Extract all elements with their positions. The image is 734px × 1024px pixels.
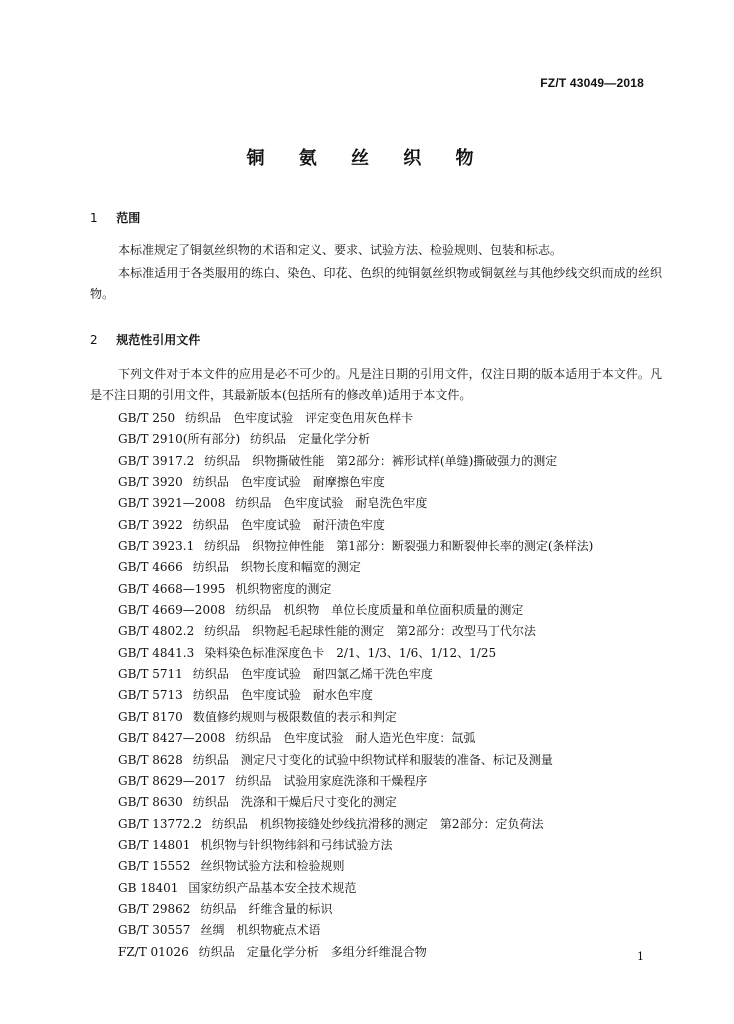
section-2-number: 2 <box>90 333 98 347</box>
section-1-paragraph-2: 本标准适用于各类服用的练白、染色、印花、色织的纯铜氨丝织物或铜氨丝与其他纱线交织而成的丝织物。 <box>90 266 662 301</box>
reference-code: GB/T 3922 <box>118 517 183 532</box>
reference-code: GB/T 8629—2017 <box>118 773 226 788</box>
reference-title: 纺织品 织物拉伸性能 第1部分：断裂强力和断裂伸长率的测定(条样法) <box>204 539 594 554</box>
reference-item <box>118 707 678 728</box>
section-2-title: 规范性引用文件 <box>116 333 201 347</box>
standard-code: FZ/T 43049—2018 <box>540 76 644 90</box>
section-1-number: 1 <box>90 211 98 225</box>
reference-title: 纺织品 色牢度试验 耐皂洗色牢度 <box>235 496 428 511</box>
reference-code: GB/T 3920 <box>118 475 183 490</box>
reference-code: GB/T 3917.2 <box>118 453 195 468</box>
reference-code: GB/T 30557 <box>118 923 191 938</box>
reference-code: GB/T 14801 <box>118 837 191 852</box>
reference-item <box>118 493 678 514</box>
reference-code: GB/T 2910(所有部分) <box>118 432 241 447</box>
reference-title: 机织物密度的测定 <box>235 581 332 596</box>
section-1-title: 范围 <box>116 211 141 225</box>
reference-code: GB 18401 <box>118 880 179 895</box>
reference-item <box>118 942 678 963</box>
reference-item <box>118 472 678 493</box>
reference-title: 纺织品 定量化学分析 <box>250 432 371 447</box>
reference-title: 纺织品 定量化学分析 多组分纤维混合物 <box>198 944 427 959</box>
reference-item <box>118 685 678 706</box>
reference-item <box>118 643 678 664</box>
reference-item <box>118 536 678 557</box>
reference-code: GB/T 5713 <box>118 688 183 703</box>
reference-item <box>118 429 678 450</box>
reference-item <box>118 515 678 536</box>
reference-item <box>118 920 678 941</box>
reference-code: GB/T 4802.2 <box>118 624 195 639</box>
reference-title: 纺织品 色牢度试验 耐人造光色牢度：氙弧 <box>235 731 476 746</box>
reference-title: 纺织品 机织物接缝处纱线抗滑移的测定 第2部分：定负荷法 <box>211 816 544 831</box>
reference-item <box>118 814 678 835</box>
reference-title: 纺织品 测定尺寸变化的试验中织物试样和服装的准备、标记及测量 <box>192 752 553 767</box>
reference-title: 国家纺织产品基本安全技术规范 <box>188 880 357 895</box>
reference-title: 丝绸 机织物疵点术语 <box>200 923 321 938</box>
reference-title: 纺织品 色牢度试验 耐水色牢度 <box>192 688 373 703</box>
reference-title: 纺织品 色牢度试验 评定变色用灰色样卡 <box>185 411 414 425</box>
reference-code: GB/T 8170 <box>118 709 183 724</box>
reference-item <box>118 621 678 642</box>
reference-title: 纺织品 机织物 单位长度质量和单位面积质量的测定 <box>235 603 524 618</box>
reference-code: GB/T 29862 <box>118 901 191 916</box>
reference-code: GB/T 4669—2008 <box>118 603 226 618</box>
section-2-intro: 下列文件对于本文件的应用是必不可少的。凡是注日期的引用文件，仅注日期的版本适用于本文件。凡是不注日期的引用文件，其最新版本(包括所有的修改单)适用于本文件。 <box>90 367 662 402</box>
reference-code: GB/T 4666 <box>118 560 183 575</box>
reference-title: 丝织物试验方法和检验规则 <box>200 859 345 874</box>
reference-code: GB/T 5711 <box>118 667 183 682</box>
reference-title: 纺织品 色牢度试验 耐汗渍色牢度 <box>192 517 385 532</box>
reference-item <box>118 856 678 877</box>
section-1-paragraph-1: 本标准规定了铜氨丝织物的术语和定义、要求、试验方法、检验规则、包装和标志。 <box>118 243 563 257</box>
reference-title: 纺织品 试验用家庭洗涤和干燥程序 <box>235 773 428 788</box>
reference-item <box>118 408 678 429</box>
section-1-heading <box>90 209 140 226</box>
reference-code: GB/T 13772.2 <box>118 816 202 831</box>
reference-list <box>118 408 678 963</box>
reference-item <box>118 792 678 813</box>
reference-item <box>118 451 678 472</box>
reference-item <box>118 835 678 856</box>
section-2-heading <box>90 331 200 348</box>
reference-code: GB/T 4668—1995 <box>118 581 226 596</box>
reference-code: GB/T 3923.1 <box>118 539 195 554</box>
reference-item <box>118 728 678 749</box>
document-title: 铜 氨 丝 织 物 <box>246 148 488 169</box>
reference-title: 机织物与针织物纬斜和弓纬试验方法 <box>200 837 393 852</box>
reference-item <box>118 600 678 621</box>
reference-title: 纺织品 纤维含量的标识 <box>200 901 333 916</box>
reference-item <box>118 579 678 600</box>
reference-item <box>118 557 678 578</box>
reference-title: 纺织品 织物撕破性能 第2部分：裤形试样(单缝)撕破强力的测定 <box>204 453 558 468</box>
reference-item <box>118 899 678 920</box>
reference-title: 纺织品 洗涤和干燥后尺寸变化的测定 <box>192 795 397 810</box>
reference-code: GB/T 250 <box>118 411 176 425</box>
reference-title: 数值修约规则与极限数值的表示和判定 <box>192 709 397 724</box>
reference-code: GB/T 8427—2008 <box>118 731 226 746</box>
reference-code: GB/T 8630 <box>118 795 183 810</box>
reference-title: 纺织品 织物长度和幅宽的测定 <box>192 560 361 575</box>
reference-code: GB/T 15552 <box>118 859 191 874</box>
reference-item <box>118 771 678 792</box>
reference-code: FZ/T 01026 <box>118 944 189 959</box>
reference-code: GB/T 8628 <box>118 752 183 767</box>
reference-item <box>118 750 678 771</box>
reference-code: GB/T 4841.3 <box>118 645 195 660</box>
page-number: 1 <box>637 950 644 963</box>
reference-title: 纺织品 色牢度试验 耐摩擦色牢度 <box>192 475 385 490</box>
reference-item <box>118 878 678 899</box>
reference-title: 纺织品 织物起毛起球性能的测定 第2部分：改型马丁代尔法 <box>204 624 536 639</box>
reference-title: 染料染色标准深度色卡 2/1、1/3、1/6、1/12、1/25 <box>204 645 497 660</box>
reference-title: 纺织品 色牢度试验 耐四氯乙烯干洗色牢度 <box>192 667 433 682</box>
reference-item <box>118 664 678 685</box>
reference-code: GB/T 3921—2008 <box>118 496 226 511</box>
